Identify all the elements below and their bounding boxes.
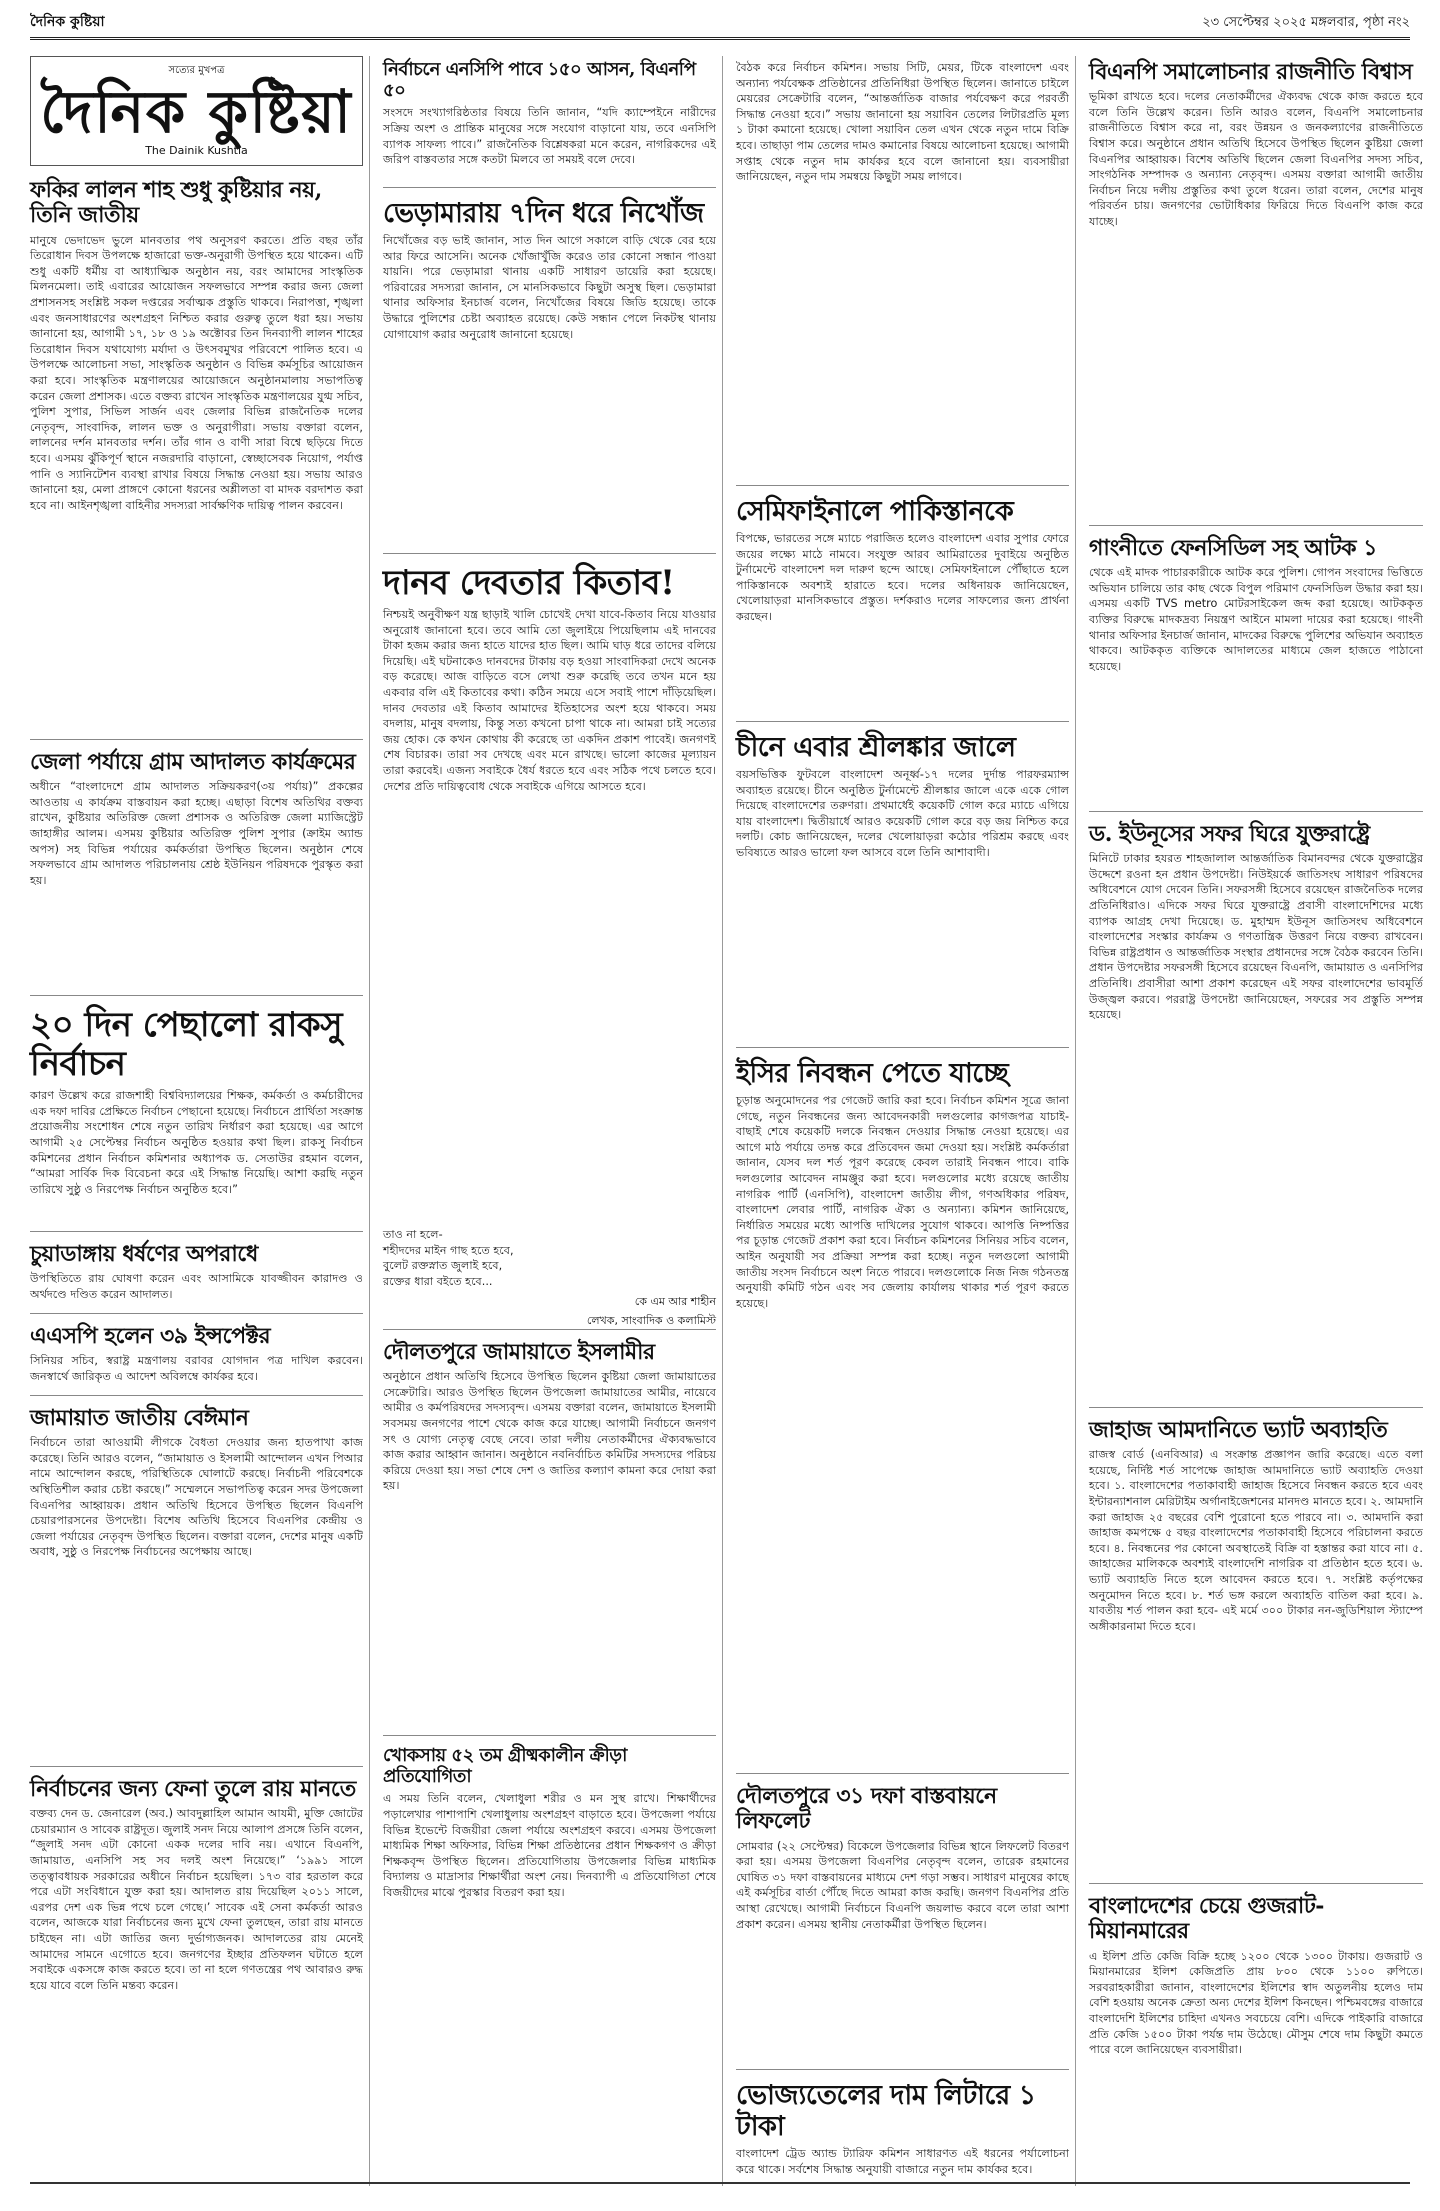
story-ship-vat [1089, 1414, 1423, 1884]
footer-rule [30, 2182, 1410, 2184]
story-headline: ইসির নিবন্ধন পেতে যাচ্ছে [736, 1058, 1009, 1089]
story-headline: গাংনীতে ফেনসিডিল সহ আটক ১ [1089, 535, 1377, 561]
masthead-kicker: সত্যের মুখপত্র [168, 65, 225, 76]
story-body: বক্তব্য দেন ড. জেনারেল (অব.) আবদুল্লাহিল আমান আযমী, মুক্তি জোটের চেয়ারম্যান ও সাবেক রাষ্ট্রদূত। জুলাই সনদ নিয়ে আলাপ প্রসঙ্গে তিনি বলেন, “জুলাই সনদ এটা কোনো একক দলের দাবি নয়। এখানে বিএনপি, জামায়াত, এনসিপি সহ সব দলই অংশ নিয়েছে।” ‘১৯৯১ সালে তত্ত্বাবধায়ক সরকারের অধীনে নির্বাচন হয়েছিল। ১৭৩ বার হরতাল করে পরে এটা সংবিধানে যুক্ত করা হয়। আদালত রায় দিয়েছিল ২০১১ সালে, এরপর দেশ এক ভিন্ন পথে চলে গেছে।’ সাবেক এই সেনা কর্মকর্তা আরও বলেন, আজকে যারা নির্বাচনের জন্য মুখে ফেনা তুলছেন, তারা রায় মানতে চাইছেন না। এটা জাতির জন্য দুর্ভাগ্যজনক। আদালতের রায় মেনেই আমাদের সামনে এগোতে হবে। জনগণের ইচ্ছার প্রতিফলন ঘটাতে হলে সবাইকে একসঙ্গে কাজ করতে হবে। তা না হলে গণতন্ত্রের পথ আবারও রুদ্ধ হয়ে যাবে বলে তিনি মন্তব্য করেন। [30, 1807, 363, 1992]
story-headline: সেমিফাইনালে পাকিস্তানকে [736, 496, 1014, 527]
story-headline: বিএনপি সমালোচনার রাজনীতি বিশ্বাস [1089, 59, 1413, 85]
story-body: মানুষে ভেদাভেদ ভুলে মানবতার পথ অনুসরণ করতে। প্রতি বছর তাঁর তিরোধান দিবস উপলক্ষে হাজারো ভক্ত-অনুরাগী উপস্থিত হয়ে থাকেন। এটি শুধু একটি ধর্মীয় বা আধ্যাত্মিক অনুষ্ঠান নয়, বরং আমাদের সাংস্কৃতিক মিলনমেলা। তাই এবারের আয়োজন সফলভাবে সম্পন্ন করার জন্য জেলা প্রশাসনসহ সংশ্লিষ্ট সকল দপ্তরের সর্বাত্মক প্রস্তুতি থাকবে। নিরাপত্তা, শৃঙ্খলা এবং জনসাধারণের অংশগ্রহণ নিশ্চিত করার গুরুত্ব তুলে ধরা হয়। সভায় জানানো হয়, আগামী ১৭, ১৮ ও ১৯ অক্টোবর তিন দিনব্যাপী লালন শাহের তিরোধান দিবস যথাযোগ্য মর্যাদা ও উৎসবমুখর পরিবেশে পালিত হবে। এ উপলক্ষে আলোচনা সভা, সাংস্কৃতিক অনুষ্ঠান ও বিভিন্ন কর্মসূচির আয়োজন করা হবে। সাংস্কৃতিক মন্ত্রণালয়ের আয়োজনে অনুষ্ঠানমালায় সভাপতিত্ব করেন জেলা প্রশাসক। এতে বক্তব্য রাখেন সাংস্কৃতিক মন্ত্রণালয়ের যুগ্ম সচিব, পুলিশ সুপার, সিভিল সার্জন এবং জেলার বিভিন্ন রাজনৈতিক দলের নেতৃবৃন্দ, সাংবাদিক, লালন ভক্ত ও অনুরাগীরা। সভায় বক্তারা বলেন, লালনের দর্শন মানবতার দর্শন। তাঁর গান ও বাণী সারা বিশ্বে ছড়িয়ে দিতে হবে। এসময় ঝুঁকিপূর্ণ স্থানে নজরদারি বাড়ানো, স্বেচ্ছাসেবক নিয়োগ, পর্যাপ্ত পানি ও স্যানিটেশন ব্যবস্থা রাখার বিষয়ে সিদ্ধান্ত নেওয়া হয়। সভায় আরও জানানো হয়, মেলা প্রাঙ্গণে কোনো ধরনের অশ্লীলতা বা মাদক বরদাশত করা হবে না। আইনশৃঙ্খলা বাহিনীর সদস্যরা সার্বক্ষণিক দায়িত্ব পালন করবেন। [30, 233, 363, 512]
story-headline: দানব দেবতার কিতাব! [383, 563, 675, 603]
column-2 [383, 56, 723, 2186]
story-soybean [736, 2076, 1069, 2176]
masthead [30, 56, 363, 166]
story-headline: ২০ দিন পেছালো রাকসু নির্বাচন [30, 1005, 343, 1085]
story-body: সংসদে সংখ্যাগরিষ্ঠতার বিষয়ে তিনি জানান, “যদি ক্যাম্পেইনে নারীদের সক্রিয় অংশ ও প্রান্তিক মানুষের সঙ্গে সংযোগ বাড়ানো যায়, তবে এনসিপি ব্যাপক সাফল্য পাবে।” রাজনৈতিক বিশ্লেষকরা মনে করেন, নাগরিকদের এই জরিপ বাস্তবতার সঙ্গে কতটা মিলবে তা সময়ই বলে দেবে। [383, 106, 716, 167]
story-body: অধীনে “বাংলাদেশে গ্রাম আদালত সক্রিয়করণ(৩য় পর্যায়)” প্রকল্পের আওতায় এ কার্যক্রম বাস্তবায়ন করা হচ্ছে। এছাড়া বিশেষ অতিথির বক্তব্য রাখেন, কুষ্টিয়ার অতিরিক্ত জেলা প্রশাসক ও অতিরিক্ত জেলা ম্যাজিস্ট্রেট জাহাঙ্গীর আলম। এসময় কুষ্টিয়ার অতিরিক্ত পুলিশ সুপার (ক্রাইম অ্যান্ড অপস) সহ বিভিন্ন পর্যায়ের কর্মকর্তারা উপস্থিত ছিলেন। অনুষ্ঠান শেষে সফলভাবে গ্রাম আদালত পরিচালনায় শ্রেষ্ঠ ইউনিয়ন পরিষদকে পুরস্কৃত করা হয়। [30, 780, 363, 887]
story-village-court [30, 746, 363, 996]
story-headline: ফকির লালন শাহ শুধু কুষ্টিয়ার নয়, তিনি জাতীয় [30, 177, 322, 229]
story-headline: নির্বাচনের জন্য ফেনা তুলে রায় মানতে [30, 1776, 356, 1802]
story-headline: চীনে এবার শ্রীলঙ্কার জালে [736, 732, 1016, 763]
story-body: অনুষ্ঠানে প্রধান অতিথি হিসেবে উপস্থিত ছিলেন কুষ্টিয়া জেলা জামায়াতের সেক্রেটারি। আরও উপস্থিত ছিলেন উপজেলা জামায়াতের আমীর, নায়েবে আমীর ও কর্মপরিষদের সদস্যবৃন্দ। এসময় বক্তারা বলেন, জামায়াতে ইসলামী সবসময় জনগণের পাশে থেকে কাজ করে যাচ্ছে। আগামী নির্বাচনে জনগণ সৎ ও যোগ্য নেতৃত্ব বেছে নেবে। তারা দলীয় নেতাকর্মীদের ঐক্যবদ্ধভাবে কাজ করার আহ্বান জানান। অনুষ্ঠানে নবনির্বাচিত কমিটির সদস্যদের পরিচয় করিয়ে দেওয়া হয়। সভা শেষে দেশ ও জাতির কল্যাণ কামনা করে দোয়া করা হয়। [383, 1370, 716, 1493]
story-ncp [383, 56, 716, 188]
paper-name-small: দৈনিক কুষ্টিয়া [30, 14, 105, 30]
story-headline: নির্বাচনে এনসিপি পাবে ১৫০ আসন, বিএনপি ৫০ [383, 59, 696, 101]
date-line: ২৩ সেপ্টেম্বর ২০২৫ মঙ্গলবার, পৃষ্ঠা নং২ [1202, 15, 1410, 30]
story-daulatpur-jamaat [383, 1336, 716, 1736]
story-headline: ভোজ্যতেলের দাম লিটারে ১ টাকা [736, 2080, 1036, 2143]
story-body: সিনিয়র সচিব, স্বরাষ্ট্র মন্ত্রণালয় বরাবর যোগদান পত্র দাখিল করবেন। জনস্বার্থে জারিকৃত এ আদেশ অবিলম্বে কার্যকর হবে। [30, 1354, 363, 1383]
story-body: মিনিটে ঢাকার হযরত শাহজালাল আন্তর্জাতিক বিমানবন্দর থেকে যুক্তরাষ্ট্রের উদ্দেশে রওনা হন প্রধান উপদেষ্টা। নিউইয়র্কে জাতিসংঘ সাধারণ পরিষদের অধিবেশনে যোগ দেবেন তিনি। সফরসঙ্গী হিসেবে রয়েছেন রাজনৈতিক দলের প্রতিনিধিরাও। এদিকে সফর ঘিরে যুক্তরাষ্ট্রে প্রবাসী বাংলাদেশিদের মধ্যে ব্যাপক আগ্রহ দেখা দিয়েছে। ড. মুহাম্মদ ইউনূস জাতিসংঘ অধিবেশনে বাংলাদেশের সংস্কার কার্যক্রম ও গণতান্ত্রিক উত্তরণ নিয়ে বক্তব্য রাখবেন। বিভিন্ন রাষ্ট্রপ্রধান ও আন্তর্জাতিক সংস্থার প্রধানদের সঙ্গে বৈঠক করবেন তিনি। প্রধান উপদেষ্টার সফরসঙ্গী হিসেবে রয়েছেন বিএনপি, জামায়াত ও এনসিপির প্রতিনিধি। প্রবাসীরা আশা প্রকাশ করেছেন এই সফর বাংলাদেশের ভাবমূর্তি উজ্জ্বল করবে। পররাষ্ট্র উপদেষ্টা জানিয়েছেন, সফরের সব প্রস্তুতি সম্পন্ন হয়েছে। [1089, 852, 1423, 1022]
story-khoksa [383, 1742, 716, 2082]
story-body: এ সময় তিনি বলেন, খেলাধুলা শরীর ও মন সুস্থ রাখে। শিক্ষার্থীদের পড়ালেখার পাশাপাশি খেলাধুলায় অংশগ্রহণ বাড়াতে হবে। উপজেলা পর্যায়ে বিভিন্ন ইভেন্টে বিজয়ীরা জেলা পর্যায়ে অংশগ্রহণ করবে। এসময় উপজেলা মাধ্যমিক শিক্ষা অফিসার, বিভিন্ন শিক্ষা প্রতিষ্ঠানের প্রধান শিক্ষকগণ ও ক্রীড়া শিক্ষকবৃন্দ উপস্থিত ছিলেন। প্রতিযোগিতায় উপজেলার বিভিন্ন মাধ্যমিক বিদ্যালয় ও মাদ্রাসার শিক্ষার্থীরা অংশ নেয়। দিনব্যাপী এ প্রতিযোগিতা শেষে বিজয়ীদের মাঝে পুরস্কার বিতরণ করা হয়। [383, 1792, 716, 1899]
story-body: এ ইলিশ প্রতি কেজি বিক্রি হচ্ছে ১২০০ থেকে ১৩০০ টাকায়। গুজরাট ও মিয়ানমারের ইলিশ কেজিপ্রতি প্রায় ৮০০ থেকে ১১০০ রুপিতে। সরবরাহকারীরা জানান, বাংলাদেশের ইলিশের স্বাদ অতুলনীয় হলেও দাম বেশি হওয়ায় অনেক ক্রেতা অন্য দেশের ইলিশ কিনছেন। পশ্চিমবঙ্গের বাজারে বাংলাদেশি ইলিশের চাহিদা এখনও সবচেয়ে বেশি। এদিকে পাইকারি বাজারে প্রতি কেজি ১৫০০ টাকা পর্যন্ত দাম উঠেছে। মৌসুম শেষে দাম কিছুটা কমতে পারে বলে জানিয়েছেন ব্যবসায়ীরা। [1089, 1949, 1423, 2057]
story-asp [30, 1320, 363, 1396]
story-bheramara [383, 194, 716, 554]
story-body: নিশ্চয়ই অনুবীক্ষণ যন্ত্র ছাড়াই খালি চোখেই দেখা যাবে-কিতাব নিয়ে যাওয়ার অনুরোধ জানানো হবে। তবে আমি তো জুলাইয়ে পিয়েছিলাম এই দানবের টাকা হজম করার জন্য হাতে যাদের হাত ছিল। আমি ঘাড় ধরে তাদের বলিয়ে দিয়েছি। এই ঘটনাকেও দানবদের টাকায় বড় হওয়া সাংবাদিকরা দেখে অনেক বড় করেছে। আজ বাড়িতে বসে লেখা শুরু করেছি তবে তখন মনে হয় একবার বলি এই কিতাবের কথা। কঠিন সময়ে এসে সবাই পাশে দাঁড়িয়েছিল। দানব দেবতার এই কিতাব আমাদের ইতিহাসের অংশ হয়ে থাকবে। সময় বদলায়, মানুষ বদলায়, কিন্তু সত্য কখনো চাপা থাকে না। আমরা চাই সত্যের জয় হোক। কে কখন কোথায় কী করেছে তা একদিন প্রকাশ পাবেই। জনগণই শেষ বিচারক। তারা সব দেখছে এবং মনে রাখছে। ভালো কাজের মূল্যায়ন তারা করবেই। এজন্য সবাইকে ধৈর্য ধরতে হবে এবং সঠিক পথে চলতে হবে। দেশের প্রতি দায়িত্ববোধ থেকে সবাইকে এগিয়ে আসতে হবে। [383, 608, 716, 793]
story-body: নির্বাচনে তারা আওয়ামী লীগকে বৈধতা দেওয়ার জন্য হাতপাখা কাজ করেছে। তিনি আরও বলেন, “জামায়াত ও ইসলামী আন্দোলন এখন পিআর নামে আন্দোলন করছে, পরিস্থিতিকে ঘোলাটে করছে। নির্বাচনী পরিবেশকে অস্থিতিশীল করার চেষ্টা করছে।” সম্মেলনে সভাপতিত্ব করেন সদর উপজেলা বিএনপির আহ্বায়ক। প্রধান অতিথি হিসেবে উপস্থিত ছিলেন বিএনপি চেয়ারপারসনের উপদেষ্টা। বিশেষ অতিথি হিসেবে বিএনপির কেন্দ্রীয় ও জেলা পর্যায়ের নেতৃবৃন্দ উপস্থিত ছিলেন। বক্তারা বলেন, দেশের মানুষ একটি অবাধ, সুষ্ঠু ও নিরপেক্ষ নির্বাচনের অপেক্ষায় আছে। [30, 1436, 363, 1559]
poem-lines: তাও না হলে- শহীদদের মাইন গাছ হতে হবে, বুলেট রক্তস্নাত জুলাই হবে, রক্তের ধারা বইতে হবে... [383, 1228, 514, 1288]
story-raksu [30, 1002, 363, 1232]
story-isir [736, 1054, 1069, 1774]
story-body: রাজস্ব বোর্ড (এনবিআর) এ সংক্রান্ত প্রজ্ঞাপন জারি করেছে। এতে বলা হয়েছে, নির্দিষ্ট শর্ত সাপেক্ষে জাহাজ আমদানিতে ভ্যাট অব্যাহতি দেওয়া হবে। ১. বাংলাদেশের পতাকাবাহী জাহাজ হিসেবে নিবন্ধন করতে হবে এবং ইন্টারন্যাশনাল মেরিটাইম অর্গানাইজেশনের মানদণ্ড মানতে হবে। ২. আমদানি করা জাহাজ ২৫ বছরের বেশি পুরোনো হতে পারবে না। ৩. আমদানি করা জাহাজ কমপক্ষে ৫ বছর বাংলাদেশের পতাকাবাহী হিসেবে পরিচালনা করতে হবে। ৪. নিবন্ধনের পর কোনো অবস্থাতেই বিক্রি বা হস্তান্তর করা যাবে না। ৫. জাহাজের মালিককে অবশ্যই বাংলাদেশি নাগরিক বা প্রতিষ্ঠান হতে হবে। ৬. ভ্যাট অব্যাহতি নিতে হলে আবেদন করতে হবে। ৭. সংশ্লিষ্ট কর্তৃপক্ষের অনুমোদন নিতে হবে। ৮. শর্ত ভঙ্গ করলে অব্যাহতি বাতিল করা হবে। ৯. যাবতীয় শর্ত পালন করা হবে- এই মর্মে ৩০০ টাকার নন-জুডিশিয়াল স্ট্যাম্পে অঙ্গীকারনামা দিতে হবে। [1089, 1448, 1423, 1633]
story-body: উপস্থিতিতে রায় ঘোষণা করেন এবং আসামিকে যাবজ্জীবন কারাদণ্ড ও অর্থদণ্ডে দণ্ডিত করেন আদালত। [30, 1272, 363, 1301]
story-jamaat-beiman [30, 1402, 363, 1767]
story-headline: এএসপি হলেন ৩৯ ইন্সপেক্টর [30, 1323, 271, 1349]
story-lalon [30, 174, 363, 740]
story-body: বিপক্ষে, ভারতের সঙ্গে ম্যাচে পরাজিত হলেও বাংলাদেশ এবার সুপার ফোরে জয়ের লক্ষ্যে মাঠে নামবে। সংযুক্ত আরব আমিরাতের দুবাইয়ে অনুষ্ঠিত টুর্নামেন্টে বাংলাদেশ দল দারুণ ছন্দে আছে। সেমিফাইনালে পৌঁছাতে হলে পাকিস্তানকে অবশ্যই হারাতে হবে। দলের অধিনায়ক জানিয়েছেন, খেলোয়াড়রা মানসিকভাবে প্রস্তুত। দর্শকরাও দলের সাফল্যের জন্য প্রার্থনা করছেন। [736, 532, 1069, 624]
story-headline: খোকসায় ৫২ তম গ্রীষ্মকালীন ক্রীড়া প্রতিযোগিতা [383, 1745, 627, 1787]
story-body: ভূমিকা রাখতে হবে। দলের নেতাকর্মীদের ঐক্যবদ্ধ থেকে কাজ করতে হবে বলে তিনি উল্লেখ করেন। তিনি আরও বলেন, বিএনপি সমালোচনার রাজনীতিতে বিশ্বাস করে না, বরং উন্নয়ন ও জনকল্যাণের রাজনীতিতে বিশ্বাস করে। অনুষ্ঠানে প্রধান অতিথি হিসেবে উপস্থিত ছিলেন কুষ্টিয়া জেলা বিএনপির আহ্বায়ক। বিশেষ অতিথি ছিলেন জেলা বিএনপির সদস্য সচিব, সাংগঠনিক সম্পাদক ও অন্যান্য নেতৃবৃন্দ। এসময় বক্তারা আগামী জাতীয় নির্বাচন নিয়ে দলীয় প্রস্তুতির কথা তুলে ধরেন। তারা বলেন, দেশের মানুষ পরিবর্তন চায়। জনগণের ভোটাধিকার ফিরিয়ে দিতে বিএনপি কাজ করে যাচ্ছে। [1089, 90, 1423, 229]
story-body: থেকে এই মাদক পাচারকারীকে আটক করে পুলিশ। গোপন সংবাদের ভিত্তিতে অভিযান চালিয়ে তার কাছ থেকে বিপুল পরিমাণ ফেনসিডিল উদ্ধার করা হয়। এসময় একটি TVS metro মোটরসাইকেল জব্দ করা হয়েছে। আটককৃত ব্যক্তির বিরুদ্ধে মাদকদ্রব্য নিয়ন্ত্রণ আইনে মামলা দায়ের করা হয়েছে। গাংনী থানার অফিসার ইনচার্জ জানান, মাদকের বিরুদ্ধে পুলিশের অভিযান অব্যাহত থাকবে। আটককৃত ব্যক্তিকে আদালতের মাধ্যমে জেল হাজতে পাঠানো হয়েছে। [1089, 566, 1423, 673]
story-gangni [1089, 532, 1423, 812]
column-4 [1089, 56, 1429, 2186]
story-body: বাংলাদেশ ট্রেড অ্যান্ড ট্যারিফ কমিশন সাধারণত এই ধরনের পর্যালোচনা করে থাকে। সর্বশেষ সিদ্ধান্ত অনুযায়ী বাজারে নতুন দাম কার্যকর হবে। [736, 2147, 1069, 2176]
top-bar [30, 14, 1410, 40]
column-3 [736, 56, 1076, 2186]
story-body: বয়সভিত্তিক ফুটবলে বাংলাদেশ অনূর্ধ্ব-১৭ দলের দুর্দান্ত পারফরম্যান্স অব্যাহত রয়েছে। চীনে অনুষ্ঠিত টুর্নামেন্টে শ্রীলঙ্কার জালে একে একে গোল দিয়েছে বাংলাদেশের তরুণরা। প্রথমার্ধেই কয়েকটি গোল করে ম্যাচে এগিয়ে যায় বাংলাদেশ। দ্বিতীয়ার্ধে আরও কয়েকটি গোল করে বড় জয় নিশ্চিত করে দলটি। কোচ জানিয়েছেন, দলের খেলোয়াড়রা কঠোর পরিশ্রম করছে এবং ভবিষ্যতে আরও ভালো ফল আসবে বলে তিনি আশাবাদী। [736, 768, 1069, 860]
story-body: নিখোঁজের বড় ভাই জানান, সাত দিন আগে সকালে বাড়ি থেকে বের হয়ে আর ফিরে আসেনি। অনেক খোঁজাখুঁজি করেও তার কোনো সন্ধান পাওয়া যায়নি। পরে ভেড়ামারা থানায় একটি সাধারণ ডায়েরি করা হয়েছে। পরিবারের সদস্যরা জানান, সে মানসিকভাবে কিছুটা অসুস্থ ছিল। ভেড়ামারা থানার অফিসার ইনচার্জ বলেন, নিখোঁজের বিষয়ে জিডি হয়েছে। তাকে উদ্ধারে পুলিশের চেষ্টা অব্যাহত রয়েছে। কেউ সন্ধান পেলে নিকটস্থ থানায় যোগাযোগ করার অনুরোধ জানানো হয়েছে। [383, 234, 716, 341]
story-headline: ড. ইউনূসের সফর ঘিরে যুক্তরাষ্ট্রে [1089, 821, 1370, 847]
story-gujarat [1089, 1890, 1423, 2180]
story-danob [383, 560, 716, 1330]
story-china-sri-lanka [736, 728, 1069, 1048]
column-1 [30, 56, 370, 2186]
story-daulatpur-lift [736, 1780, 1069, 2070]
story-body: বৈঠক করে নির্বাচন কমিশন। সভায় সিটি, মেয়র, টিকে বাংলাদেশ এবং অন্যান্য পর্যবেক্ষক প্রতিষ্ঠানের প্রতিনিধিরা উপস্থিত ছিলেন। জানাতে চাইলে মেয়রের সেক্রেটারি বলেন, “আন্তর্জাতিক বাজার পর্যবেক্ষণ করে পরবর্তী সিদ্ধান্ত নেওয়া হবে।” সভায় জানানো হয় সয়াবিন তেলের লিটারপ্রতি মূল্য ১ টাকা কমানো হয়েছে। খোলা সয়াবিন তেল এখন থেকে নতুন দামে বিক্রি হবে। তাছাড়া পাম তেলের দামও কমানোর বিষয়ে আলোচনা হয়েছে। আগামী সপ্তাহ থেকে নতুন দাম কার্যকর হবে বলে জানানো হয়। ব্যবসায়ীরা জানিয়েছেন, নতুন দাম সমন্বয়ে কিছুটা সময় লাগবে। [736, 61, 1069, 184]
story-headline: দৌলতপুরে ৩১ দফা বাস্তবায়নে লিফলেট [736, 1783, 997, 1835]
story-body: কারণ উল্লেখ করে রাজশাহী বিশ্ববিদ্যালয়ের শিক্ষক, কর্মকর্তা ও কর্মচারীদের এক দফা দাবির প্রেক্ষিতে নির্বাচন পেছানো হয়েছে। নির্বাচনে প্রার্থিতা সংক্রান্ত প্রয়োজনীয় সংশোধন শেষে নতুন তারিখ নির্ধারণ করা হয়েছে। এর আগে আগামী ২৫ সেপ্টেম্বর নির্বাচন অনুষ্ঠিত হওয়ার কথা ছিল। রাকসু নির্বাচন কমিশনের প্রধান নির্বাচন কমিশনার অধ্যাপক ড. সেতাউর রহমান বলেন, “আমরা সার্বিক দিক বিবেচনা করে এই সিদ্ধান্ত নিয়েছি। আশা করছি নতুন তারিখে সুষ্ঠু ও নিরপেক্ষ নির্বাচন অনুষ্ঠিত হবে।” [30, 1089, 363, 1196]
story-body: সোমবার (২২ সেপ্টেম্বর) বিকেলে উপজেলার বিভিন্ন স্থানে লিফলেট বিতরণ করা হয়। এসময় উপজেলা বিএনপির নেতৃবৃন্দ বলেন, তারেক রহমানের ঘোষিত ৩১ দফা বাস্তবায়নের মাধ্যমে দেশ গড়া সম্ভব। সাধারণ মানুষের কাছে এই কর্মসূচির বার্তা পৌঁছে দিতে আমরা কাজ করছি। জনগণ বিএনপির প্রতি আস্থা রেখেছে। আগামী নির্বাচনে বিএনপি জয়লাভ করবে বলে তারা আশা প্রকাশ করেন। এসময় স্থানীয় নেতাকর্মীরা উপস্থিত ছিলেন। [736, 1839, 1069, 1931]
story-headline: জেলা পর্যায়ে গ্রাম আদালত কার্যক্রমের [30, 749, 356, 775]
story-chuadanga [30, 1238, 363, 1314]
story-body: চূড়ান্ত অনুমোদনের পর গেজেট জারি করা হবে। নির্বাচন কমিশন সূত্রে জানা গেছে, নতুন নিবন্ধনের জন্য আবেদনকারী দলগুলোর কাগজপত্র যাচাই-বাছাই শেষে কয়েকটি দলকে নিবন্ধন দেওয়ার সিদ্ধান্ত নেওয়া হয়েছে। এর আগে মাঠ পর্যায়ে তদন্ত করে প্রতিবেদন জমা দেওয়া হয়। সংশ্লিষ্ট কর্মকর্তারা জানান, যেসব দল শর্ত পূরণ করেছে কেবল তারাই নিবন্ধন পাবে। বাকি দলগুলোর আবেদন নামঞ্জুর করা হবে। দলগুলোর মধ্যে রয়েছে জাতীয় নাগরিক পার্টি (এনসিপি), বাংলাদেশ জাতীয় লীগ, গণঅধিকার পরিষদ, বাংলাদেশ লেবার পার্টি, নাগরিক ঐক্য ও অন্যান্য। কমিশন জানিয়েছে, নির্ধারিত সময়ের মধ্যে আপত্তি দাখিলের সুযোগ থাকবে। আপত্তি নিষ্পত্তির পর চূড়ান্ত গেজেট প্রকাশ করা হবে। নির্বাচন কমিশনের সিনিয়র সচিব বলেন, আইন অনুযায়ী সব প্রক্রিয়া সম্পন্ন করা হচ্ছে। নতুন দলগুলো আগামী জাতীয় সংসদ নির্বাচনে অংশ নিতে পারবে। দলগুলোকে নিজ নিজ গঠনতন্ত্র অনুযায়ী কমিটি গঠন এবং সব জেলায় কার্যালয় থাকার শর্ত পূরণ করতে হয়েছে। [736, 1094, 1069, 1310]
story-election-commission [736, 56, 1069, 486]
story-headline: ভেড়ামারায় ৭দিন ধরে নিখোঁজ [383, 198, 704, 229]
story-headline: জাহাজ আমদানিতে ভ্যাট অব্যাহতি [1089, 1417, 1388, 1443]
story-yunus [1089, 818, 1423, 1408]
story-headline: বাংলাদেশের চেয়ে গুজরাট-মিয়ানমারের [1089, 1893, 1324, 1945]
story-fena [30, 1773, 363, 2163]
story-headline: জামায়াত জাতীয় বেঈমান [30, 1405, 249, 1431]
masthead-english: The Dainik Kushtia [145, 144, 248, 157]
story-headline: দৌলতপুরে জামায়াতে ইসলামীর [383, 1339, 655, 1365]
story-bnp-politics [1089, 56, 1423, 526]
newspaper-page [30, 56, 1423, 2176]
story-pakistan [736, 492, 1069, 722]
author-signature: কে এম আর শাহীন লেখক, সাংবাদিক ও কলামিস্ট [586, 1295, 716, 1328]
masthead-title: দৈনিক কুষ্টিয়া [40, 77, 353, 147]
story-headline: চুয়াডাঙ্গায় ধর্ষণের অপরাধে [30, 1241, 258, 1267]
